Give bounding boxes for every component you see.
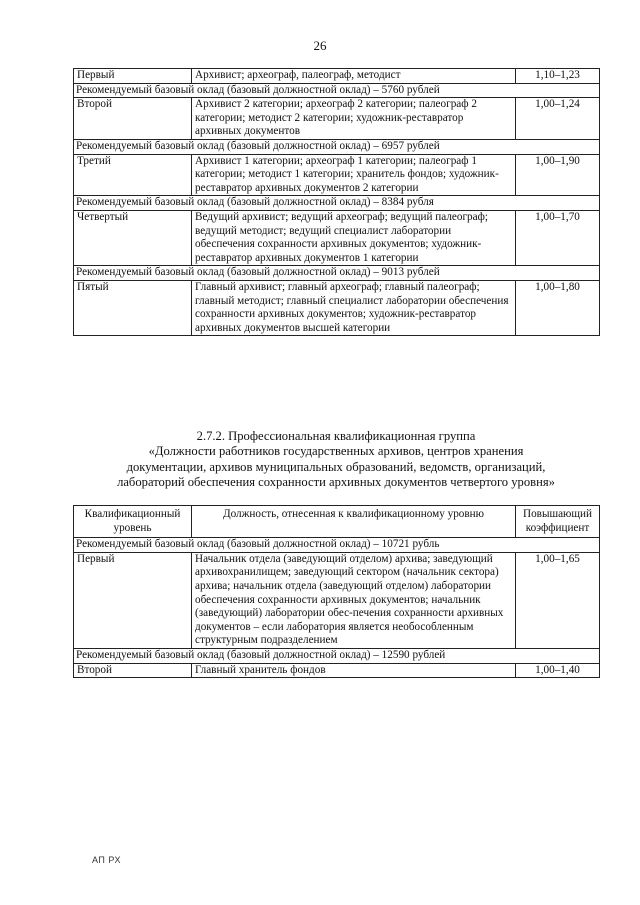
positions-cell: Главный архивист; главный археограф; главный палеограф; главный методист; главный специалист лаборатории обеспечения сохранности архивных документов; художник-реставратор архивных документов высшей категории bbox=[192, 280, 516, 335]
qualification-table-top bbox=[73, 68, 600, 336]
table-row bbox=[74, 210, 600, 265]
coefficient-cell: 1,00–1,24 bbox=[516, 98, 600, 140]
header-level: Квалификационный уровень bbox=[74, 506, 192, 538]
salary-row bbox=[74, 196, 600, 211]
salary-row bbox=[74, 538, 600, 553]
positions-cell: Начальник отдела (заведующий отделом) архива; заведующий архивохранилищем; заведующий сектором (начальник сектора) архива; начальник отдела (заведующий отделом) лаборатории обеспечения сохранности архивных документов; начальник (заведующий) лаборатории обес-печения сохранности архивных документов – если лаборатория является необособленным структурным подразделением bbox=[192, 552, 516, 648]
table-header-row bbox=[74, 506, 600, 538]
qualification-table-bottom bbox=[73, 505, 600, 678]
section-heading-line: лабораторий обеспечения сохранности архивных документов четвертого уровня» bbox=[117, 475, 555, 490]
coefficient-cell: 1,10–1,23 bbox=[516, 69, 600, 84]
salary-cell: Рекомендуемый базовый оклад (базовый должностной оклад) – 12590 рублей bbox=[74, 648, 600, 663]
positions-cell: Главный хранитель фондов bbox=[192, 663, 516, 678]
salary-row bbox=[74, 266, 600, 281]
coefficient-cell: 1,00–1,90 bbox=[516, 154, 600, 196]
salary-cell: Рекомендуемый базовый оклад (базовый должностной оклад) – 10721 рубль bbox=[74, 538, 600, 553]
table-row bbox=[74, 552, 600, 648]
header-coefficient: Повышающий коэффициент bbox=[516, 506, 600, 538]
table-row bbox=[74, 663, 600, 678]
section-heading bbox=[70, 429, 602, 491]
level-cell: Пятый bbox=[74, 280, 192, 335]
level-cell: Первый bbox=[74, 69, 192, 84]
salary-row bbox=[74, 139, 600, 154]
level-cell: Второй bbox=[74, 98, 192, 140]
section-heading-line: «Должности работников государственных архивов, центров хранения bbox=[148, 444, 524, 459]
section-heading-line: 2.7.2. Профессиональная квалификационная группа bbox=[196, 429, 476, 443]
positions-cell: Архивист 2 категории; археограф 2 категории; палеограф 2 категории; методист 2 категории; художник-реставратор архивных документов bbox=[192, 98, 516, 140]
salary-cell: Рекомендуемый базовый оклад (базовый должностной оклад) – 9013 рублей bbox=[74, 266, 600, 281]
salary-row bbox=[74, 83, 600, 98]
coefficient-cell: 1,00–1,80 bbox=[516, 280, 600, 335]
section-heading-line: документации, архивов муниципальных образований, ведомств, организаций, bbox=[126, 459, 546, 474]
positions-cell: Ведущий архивист; ведущий археограф; ведущий палеограф; ведущий методист; ведущий специалист лаборатории обеспечения сохранности архивных документов; художник-реставратор архивных документов 1 категории bbox=[192, 210, 516, 265]
level-cell: Третий bbox=[74, 154, 192, 196]
page-number: 26 bbox=[313, 38, 327, 53]
salary-row bbox=[74, 648, 600, 663]
table-row bbox=[74, 98, 600, 140]
positions-cell: Архивист; археограф, палеограф, методист bbox=[192, 69, 516, 84]
salary-cell: Рекомендуемый базовый оклад (базовый должностной оклад) – 8384 рубля bbox=[74, 196, 600, 211]
table-row bbox=[74, 154, 600, 196]
table-row bbox=[74, 69, 600, 84]
header-positions: Должность, отнесенная к квалификационному уровню bbox=[192, 506, 516, 538]
table-row bbox=[74, 280, 600, 335]
salary-cell: Рекомендуемый базовый оклад (базовый должностной оклад) – 5760 рублей bbox=[74, 83, 600, 98]
footer-mark: АП РХ bbox=[92, 855, 121, 865]
salary-cell: Рекомендуемый базовый оклад (базовый должностной оклад) – 6957 рублей bbox=[74, 139, 600, 154]
level-cell: Первый bbox=[74, 552, 192, 648]
positions-cell: Архивист 1 категории; археограф 1 категории; палеограф 1 категории; методист 1 категории; хранитель фондов; художник-реставратор архивных документов 2 категории bbox=[192, 154, 516, 196]
coefficient-cell: 1,00–1,65 bbox=[516, 552, 600, 648]
coefficient-cell: 1,00–1,40 bbox=[516, 663, 600, 678]
level-cell: Четвертый bbox=[74, 210, 192, 265]
coefficient-cell: 1,00–1,70 bbox=[516, 210, 600, 265]
level-cell: Второй bbox=[74, 663, 192, 678]
